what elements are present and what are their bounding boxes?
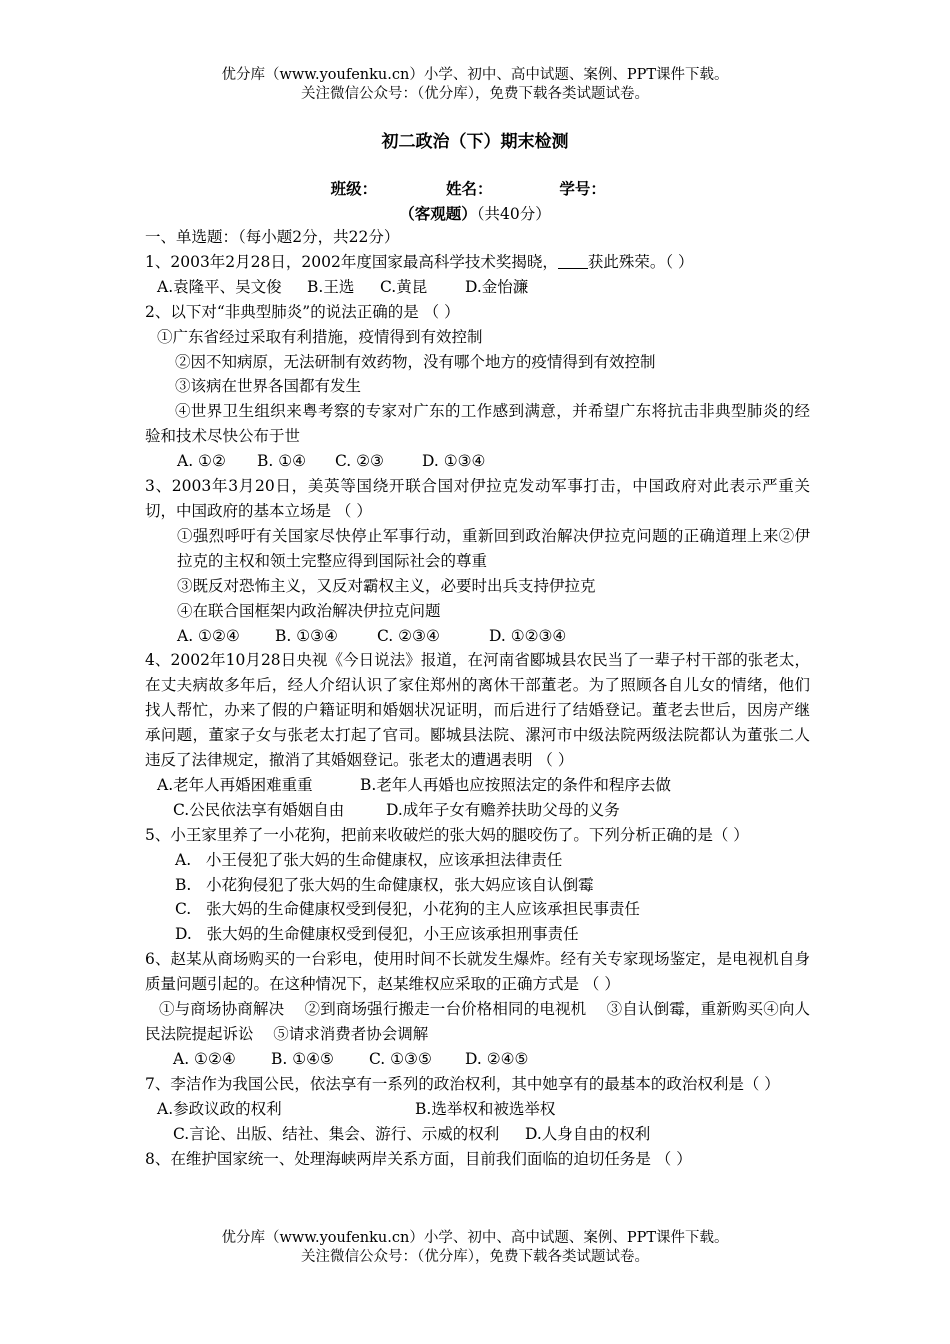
q7-option-c: C.言论、出版、结社、集会、游行、示威的权利: [173, 1124, 500, 1143]
q3-option-b: B. ①③④: [275, 626, 338, 645]
q6-items: ①与商场协商解决 ②到商场强行搬走一台价格相同的电视机 ③自认倒霉，重新购买④向人民法院提起诉讼 ⑤请求消费者协会调解: [145, 1000, 810, 1043]
id-label: 学号：: [559, 179, 606, 198]
q2-option-c: C. ②③: [335, 452, 384, 471]
q7-stem: 7、李洁作为我国公民，依法享有一系列的政治权利，其中她享有的最基本的政治权利是（ ）: [145, 1074, 780, 1093]
q6-option-b: B. ①④⑤: [271, 1049, 334, 1068]
q7-options-row-1: [145, 1097, 810, 1122]
q4-option-b: B.老年人再婚也应按照法定的条件和程序去做: [360, 775, 671, 794]
q4-options-row-1: [145, 773, 810, 798]
q2-options: [145, 449, 810, 474]
q1-stem-part-a: 1、2003年2月28日，2002年度国家最高科学技术奖揭晓，: [145, 252, 558, 271]
q6-stem: 6、赵某从商场购买的一台彩电，使用时间不长就发生爆炸。经有关专家现场鉴定，是电视机自身质量问题引起的。在这种情况下，赵某维权应采取的正确方式是 （ ）: [145, 950, 810, 994]
q2-item-2: ②因不知病原，无法研制有效药物，没有哪个地方的疫情得到有效控制: [175, 352, 656, 371]
q1-options: [145, 275, 810, 300]
q3-option-a: A. ①②④: [177, 626, 240, 645]
q7-option-d: D.人身自由的权利: [525, 1124, 651, 1143]
section-label: （客观题）: [399, 204, 477, 223]
q2-option-a: A. ①②: [177, 452, 226, 471]
q5-option-c: C. 张大妈的生命健康权受到侵犯，小花狗的主人应该承担民事责任: [175, 900, 641, 919]
q5-option-d: D. 张大妈的生命健康权受到侵犯，小王应该承担刑事责任: [175, 925, 579, 944]
page-header: [0, 66, 950, 104]
q6-option-d: D. ②④⑤: [465, 1049, 529, 1068]
q4-option-a: A.老年人再婚困难重重: [157, 775, 313, 794]
page-footer: [0, 1229, 950, 1267]
q5-option-a: A. 小王侵犯了张大妈的生命健康权，应该承担法律责任: [175, 850, 563, 869]
q5-option-b: B. 小花狗侵犯了张大妈的生命健康权，张大妈应该自认倒霉: [175, 875, 594, 894]
class-label: 班级：: [330, 179, 378, 198]
q1-option-b: B.王选: [307, 277, 355, 296]
q7-option-a: A.参政议政的权利: [157, 1099, 282, 1118]
q6-options: [145, 1047, 810, 1072]
q3-options: [145, 624, 810, 649]
q2-option-b: B. ①④: [257, 452, 307, 471]
header-line-1: 优分库（www.youfenku.cn）小学、初中、高中试题、案例、PPT课件下载。: [221, 67, 729, 83]
footer-line-2: 关注微信公众号：（优分库），免费下载各类试题试卷。: [301, 1249, 649, 1265]
part1-title: 一、单选题：（每小题2分，共22分）: [145, 228, 400, 246]
q1-option-a: A.袁隆平、吴文俊: [157, 277, 282, 296]
q2-stem: 2、以下对“非典型肺炎”的说法正确的是 （ ）: [145, 302, 460, 321]
q8-stem: 8、在维护国家统一、处理海峡两岸关系方面，目前我们面临的迫切任务是 （ ）: [145, 1149, 692, 1168]
q4-option-c: C.公民依法享有婚姻自由: [173, 800, 345, 819]
q6-option-c: C. ①③⑤: [369, 1049, 432, 1068]
q4-stem: 4、2002年10月28日央视《今日说法》报道，在河南省郾城县农民当了一辈子村干部的张老太，在丈夫病故多年后，经人介绍认识了家住郑州的离休干部董老。为了照顾各自儿女的情绪，他们找人帮忙，办来了假的户籍证明和婚姻状况证明，而后进行了结婚登记。董老去世后，因房产继承问题，董家子女与张老太打起了官司。郾城县法院、漯河市中级法院两级法院都认为董张二人违反了法律规定，撤消了其婚姻登记。张老太的遭遇表明 （ ）: [145, 651, 810, 770]
q3-option-d: D. ①②③④: [489, 626, 567, 645]
q3-item-3: ④在联合国框架内政治解决伊拉克问题: [177, 601, 441, 620]
q2-item-3: ③该病在世界各国都有发生: [175, 377, 362, 396]
student-info-line: [0, 177, 950, 199]
q6-option-a: A. ①②④: [173, 1049, 236, 1068]
q1-option-c: C.黄昆: [380, 277, 428, 296]
q1-stem-part-b: 获此殊荣。（ ）: [587, 252, 694, 271]
page-title: 初二政治（下）期末检测: [381, 132, 569, 152]
footer-line-1: 优分库（www.youfenku.cn）小学、初中、高中试题、案例、PPT课件下载。: [221, 1230, 729, 1246]
q5-stem: 5、小王家里养了一小花狗，把前来收破烂的张大妈的腿咬伤了。下列分析正确的是（ ）: [145, 825, 749, 844]
header-line-2: 关注微信公众号：（优分库），免费下载各类试题试卷。: [301, 86, 649, 102]
section-score: （共40分）: [476, 205, 551, 223]
q7-option-b: B.选举权和被选举权: [415, 1099, 556, 1118]
q3-option-c: C. ②③④: [377, 626, 440, 645]
q1-answer-blank: [558, 254, 588, 269]
q3-item-2: ③既反对恐怖主义，又反对霸权主义，必要时出兵支持伊拉克: [177, 576, 596, 595]
q4-options-row-2: [145, 798, 810, 823]
q2-option-d: D. ①③④: [422, 452, 486, 471]
section-title: [0, 202, 950, 224]
name-label: 姓名：: [446, 179, 493, 198]
q2-item-4: ④世界卫生组织来粤考察的专家对广东的工作感到满意，并希望广东将抗击非典型肺炎的经验和技术尽快公布于世: [145, 402, 810, 446]
q1-stem: [145, 250, 810, 275]
q3-stem: 3、2003年3月20日，美英等国绕开联合国对伊拉克发动军事打击，中国政府对此表示严重关切，中国政府的基本立场是 （ ）: [145, 477, 810, 520]
q4-option-d: D.成年子女有赡养扶助父母的义务: [386, 800, 620, 819]
q7-options-row-2: [145, 1122, 810, 1147]
q1-option-d: D.金怡濂: [465, 277, 529, 296]
question-body: [145, 225, 810, 1171]
q3-item-1: ①强烈呼吁有关国家尽快停止军事行动，重新回到政治解决伊拉克问题的正确道理上来②伊拉克的主权和领土完整应得到国际社会的尊重: [177, 526, 810, 570]
q2-item-1: ①广东省经过采取有利措施，疫情得到有效控制: [157, 327, 483, 346]
